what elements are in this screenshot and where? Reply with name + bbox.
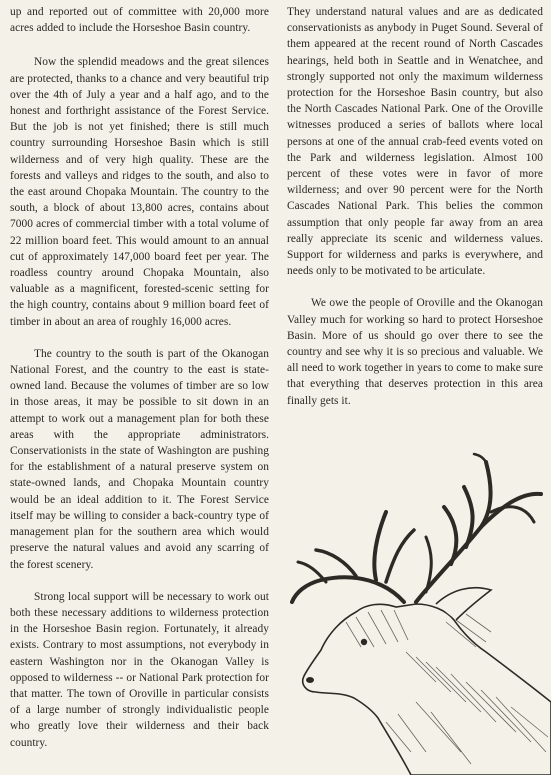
paragraph: Strong local support will be necessary to work out both these necessary additions to wilderness protection in the Horseshoe Basin region. Fortunately, it already exists. Contrary to most assumptions, not everybody in eastern Washington nor in the Okanogan Valley is opposed to wilderness -- or National Park protection for that matter. The town of Oroville in particular consists of a large number of strongly individualistic people who greatly love their wilderness and their back country. [10, 590, 269, 749]
paragraph: They understand natural values and are as dedicated conservationists as anybody in Puget Sound. Several of them appeared at the recent round of North Cascades hearings, held both in Seattle and in Wenatchee, and strongly supported not only the maximum wilderness protection for the Horseshoe Basin country, but also the North Cascades National Park. One of the Oroville witnesses produced a series of ballots where local persons at one of the annual crab-feed events voted on the Park and wilderness legislation. Almost 100 percent of these votes were in favor of more wilderness; and over 90 percent were for the North Cascades National Park. This belies the common assumption that only people far away from an area really appreciate its scenic and wilderness values. Support for wilderness and parks is everywhere, and needs only to be motivated to be articulate. [287, 6, 543, 278]
paragraph: up and reported out of committee with 20,000 more acres added to include the Horseshoe Basin country. [10, 6, 269, 35]
paragraph: We owe the people of Oroville and the Okanogan Valley much for working so hard to protect Horseshoe Basin. More of us should go over there to see the country and see why it is so precious and valuable. We all need to work together in years to come to make sure that everything that deserves protection in this area finally gets it. [287, 297, 543, 407]
right-column [287, 4, 543, 409]
left-column [10, 4, 269, 751]
elk-eye [361, 639, 367, 645]
elk-head-icon [286, 452, 551, 775]
paragraph: The country to the south is part of the Okanogan National Forest, and the country to the east is state-owned land. Because the volumes of timber are so low in those areas, it may be possible to sit down in an attempt to work out a management plan for both these areas with the appropriate administrators. Conservationists in the state of Washington are pushing for the establishment of a natural preserve system on state-owned lands, and Chopaka Mountain country would be an ideal addition to it. The Forest Service itself may be willing to consider a back-country type of management plan for the southern area which would preserve the natural values and avoid any scarring of the forest scenery. [10, 347, 269, 571]
paragraph: Now the splendid meadows and the great silences are protected, thanks to a chance and very beautiful trip over the 4th of July a year and a half ago, and to the honest and forthright assistance of the Forest Service. But the job is not yet finished; there is still much country surrounding Horseshoe Basin which is still wilderness and of very high quality. These are the forests and valleys and ridges to the south, and also to the east around Chopaka Mountain. The country to the south, a block of about 13,800 acres, contains about 7000 acres of commercial timber with a total volume of 22 million board feet. This would amount to an annual cut of approximately 147,000 board feet per year. The roadless country around Chopaka Mountain, also valuable as a magnificent, forested-scenic setting for the high country, contains about 9 million board feet of timber in about an area of roughly 16,000 acres. [10, 56, 269, 328]
